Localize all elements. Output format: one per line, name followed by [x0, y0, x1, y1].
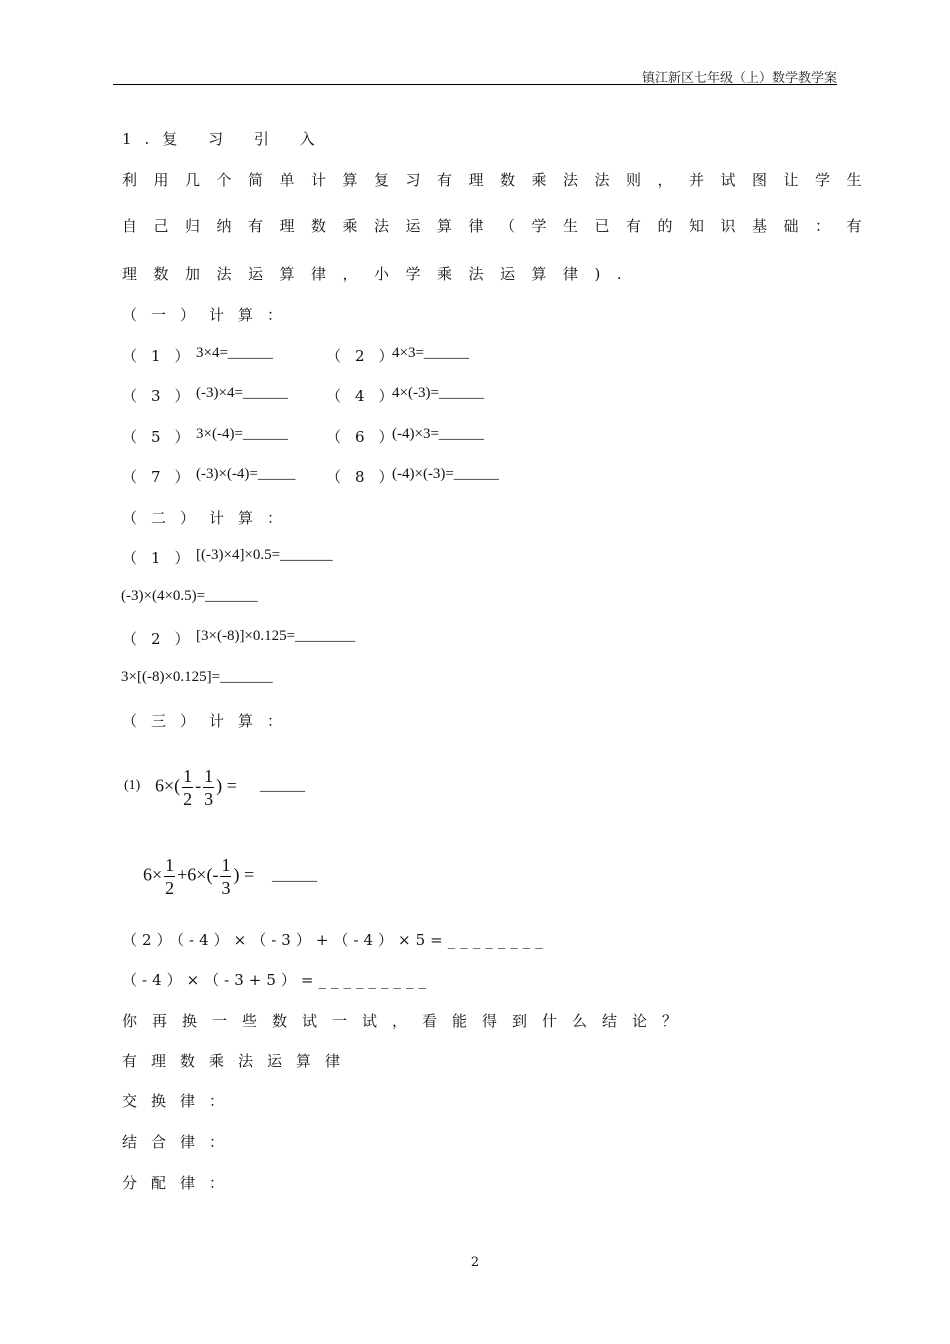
item-expr: (-4)×(-3)=______ [392, 466, 499, 482]
formula-2-tail: ) = [233, 864, 255, 885]
fraction-numerator: 1 [221, 855, 231, 875]
formula-2-lead: 6× [143, 864, 163, 885]
formula-2-mid: +6×(- [177, 864, 219, 885]
part3-q2-line-2: （-4）×（-3+5）=_________ [122, 971, 431, 989]
fraction-denominator: 3 [221, 878, 231, 898]
item-expr: 3×(-4)=______ [196, 426, 288, 442]
answer-blank-1: ______ [260, 778, 305, 794]
fraction [203, 765, 214, 810]
fraction-numerator: 1 [183, 766, 193, 786]
item-expr: (-4)×3=______ [392, 426, 484, 442]
item-expr: 4×(-3)=______ [392, 385, 484, 401]
laws-title: 有理数乘法运算律 [122, 1052, 355, 1070]
item-expr: (-3)×4=______ [196, 385, 288, 401]
header-title: 镇江新区七年级（上）数学教学案 [641, 71, 837, 86]
item-label: （3） [122, 387, 204, 405]
law-distributive: 分配律： [122, 1174, 239, 1192]
part2-q1-label: （1） [122, 549, 204, 567]
part2-heading: （二）计算： [122, 509, 297, 527]
formula-2 [134, 833, 254, 899]
item-label: （8） [326, 468, 408, 486]
law-associative: 结合律： [122, 1133, 239, 1151]
intro-line-1: 利用几个简单计算复习有理数乘法法则，并试图让学生 [122, 171, 879, 189]
intro-line-2: 自己归纳有理数乘法运算律（学生已有的知识基础：有 [122, 217, 879, 235]
formula-1-tail: ) = [216, 775, 237, 796]
fraction [182, 765, 193, 810]
item-expr: (-3)×(-4)=_____ [196, 466, 296, 482]
fraction-denominator: 2 [165, 878, 175, 898]
intro-line-3: 理数加法运算律，小学乘法运算律). [122, 265, 639, 283]
fraction-denominator: 3 [204, 789, 214, 809]
part2-q2-label: （2） [122, 630, 204, 648]
fraction [164, 854, 175, 899]
law-commutative: 交换律： [122, 1092, 239, 1110]
part3-q1-label: (1) [124, 778, 141, 793]
part2-q2-expr-b: 3×[(-8)×0.125]=_______ [121, 669, 273, 685]
part2-q2-expr: [3×(-8)]×0.125=________ [196, 628, 356, 644]
item-expr: 4×3=______ [392, 345, 469, 361]
part2-q1-expr: [(-3)×4]×0.5=_______ [196, 547, 333, 563]
part3-heading: （三）计算： [122, 712, 297, 730]
formula-1-mid: - [195, 775, 202, 796]
fraction [220, 854, 231, 899]
item-label: （2） [326, 347, 408, 365]
item-label: （6） [326, 428, 408, 446]
part1-heading: （一）计算： [122, 306, 297, 324]
item-label: （5） [122, 428, 204, 446]
answer-blank-2: ______ [272, 868, 317, 884]
item-label: （4） [326, 387, 408, 405]
closing-question: 你再换一些数试一试，看能得到什么结论？ [122, 1012, 693, 1030]
page-number: 2 [470, 1255, 480, 1270]
item-expr: 3×4=______ [196, 345, 273, 361]
item-label: （1） [122, 347, 204, 365]
header-rule [113, 84, 837, 85]
fraction-denominator: 2 [183, 789, 193, 809]
fraction-numerator: 1 [204, 766, 214, 786]
fraction-numerator: 1 [165, 855, 175, 875]
section-title: 1.复 习 引 入 [122, 130, 328, 148]
formula-1 [146, 744, 237, 810]
formula-1-lead: 6×( [155, 775, 181, 796]
part3-q2-line-1: （2）（-4）×（-3）+（-4）×5=________ [122, 931, 548, 949]
item-label: （7） [122, 468, 204, 486]
part2-q1-expr-b: (-3)×(4×0.5)=_______ [121, 588, 258, 604]
